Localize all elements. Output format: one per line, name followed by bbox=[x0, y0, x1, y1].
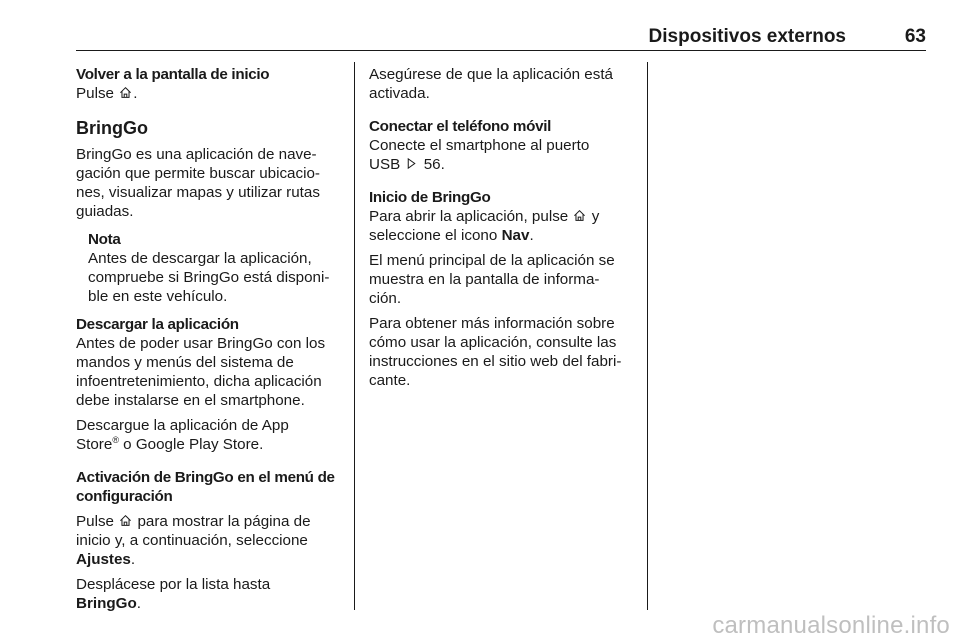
watermark: carmanualsonline.info bbox=[712, 612, 950, 639]
note-title: Nota bbox=[88, 231, 121, 248]
menu-text: El menú principal de la aplicación se muestra en la pantalla de informa- ción. bbox=[369, 252, 615, 307]
column-2 bbox=[369, 65, 635, 390]
download-title: Descargar la aplicación bbox=[76, 316, 239, 333]
activation-text: Pulse para mostrar la página de inicio y, a continuación, seleccione Ajustes. bbox=[76, 513, 311, 568]
column-1 bbox=[76, 65, 342, 613]
activated-text: Asegúrese de que la aplicación está activada. bbox=[369, 66, 614, 102]
page-header bbox=[76, 26, 926, 52]
page-number: 63 bbox=[904, 26, 926, 47]
start-text: Para abrir la aplicación, pulse y seleccione el icono Nav. bbox=[369, 208, 600, 244]
store-text: Descargue la aplicación de App Store® o Google Play Store. bbox=[76, 417, 289, 453]
header-rule bbox=[76, 50, 926, 51]
connect-text: Conecte el smartphone al puerto USB 56. bbox=[369, 137, 590, 173]
note-block: Nota Antes de descargar la aplicación, compruebe si BringGo está disponi- ble en este vehículo. bbox=[76, 230, 342, 306]
download-text: Antes de poder usar BringGo con los mandos y menús del sistema de infoentretenimiento, dicha aplicación debe instalarse en el smartphone. bbox=[76, 335, 326, 409]
info-text: Para obtener más información sobre cómo usar la aplicación, consulte las instrucciones en el sitio web del fabri- cante. bbox=[369, 315, 622, 389]
column-divider-1 bbox=[354, 62, 355, 610]
home-screen-text: Pulse . bbox=[76, 85, 138, 102]
column-divider-2 bbox=[647, 62, 648, 610]
home-screen-title: Volver a la pantalla de inicio bbox=[76, 66, 270, 83]
activation-title: Activación de BringGo en el menú de configuración bbox=[76, 469, 335, 505]
bringgo-heading: BringGo bbox=[76, 118, 148, 138]
connect-title: Conectar el teléfono móvil bbox=[369, 118, 552, 135]
page-reference-arrow-icon bbox=[405, 157, 418, 170]
section-title: Dispositivos externos bbox=[648, 26, 846, 47]
home-icon bbox=[119, 86, 132, 99]
start-title: Inicio de BringGo bbox=[369, 189, 491, 206]
nav-term: Nav bbox=[501, 227, 530, 244]
scroll-text: Desplácese por la lista hasta BringGo. bbox=[76, 576, 271, 612]
home-icon bbox=[119, 514, 132, 527]
settings-term: Ajustes bbox=[76, 551, 131, 568]
bringgo-term: BringGo bbox=[76, 595, 137, 612]
bringgo-intro: BringGo es una aplicación de nave- gación que permite buscar ubicacio- nes, visualizar mapas y utilizar rutas guiadas. bbox=[76, 146, 320, 220]
home-icon bbox=[573, 209, 586, 222]
